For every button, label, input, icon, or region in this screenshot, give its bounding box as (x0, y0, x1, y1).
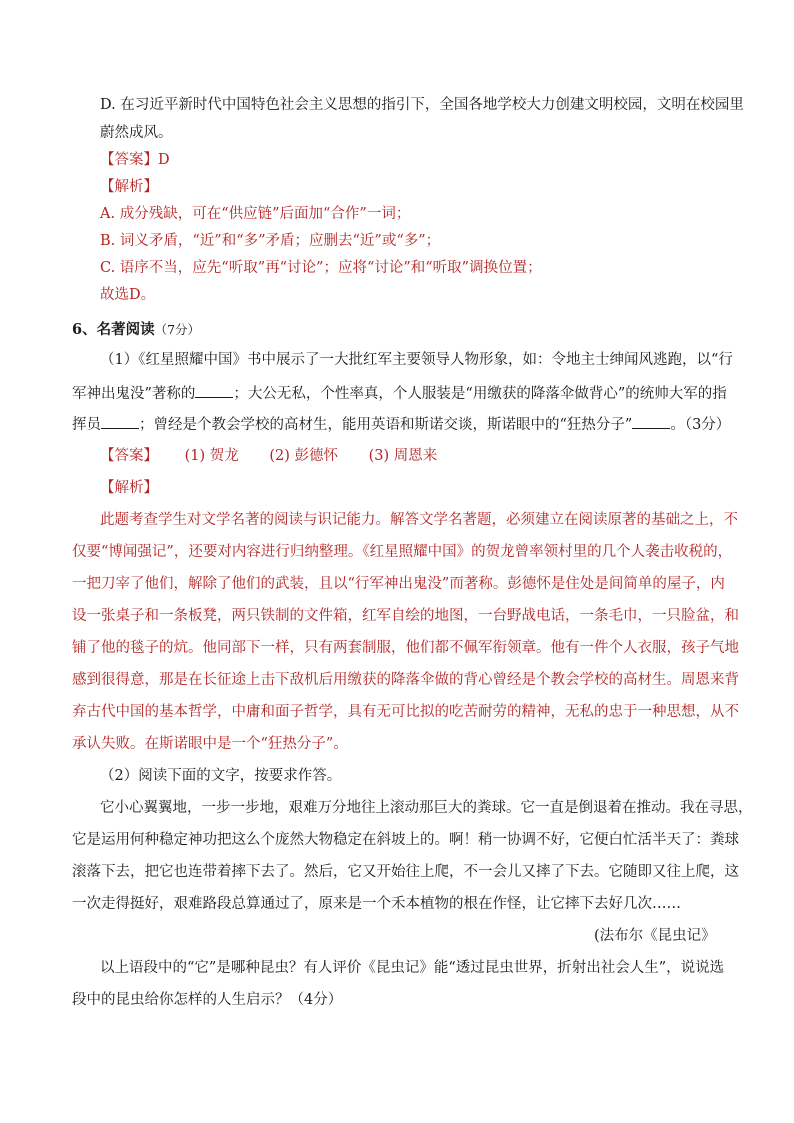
answer-blank-3[interactable] (632, 413, 670, 429)
answer-item-3: (3) 周恩来 (368, 448, 438, 464)
q6-p1-line3-text-a: 挥员 (72, 417, 101, 433)
q6-analysis-line-4: 设一张桌子和一条板凳，两只铁制的文件箱，红军自绘的地图，一台野战电话，一条毛巾，一只脸盆，和 (72, 608, 739, 624)
answer-blank-1[interactable] (195, 382, 233, 398)
q6-answer (100, 446, 437, 466)
q6-p1-line3-text-c: 。（3分） (670, 417, 731, 433)
q6-heading-points: （7分） (154, 322, 201, 337)
q5-answer (100, 150, 170, 170)
passage-source: (法布尔《昆虫记》 (594, 928, 716, 944)
q6-heading (72, 320, 200, 340)
q6-question-line-1: 以上语段中的“它”是哪种昆虫？有人评价《昆虫记》能“透过昆虫世界，折射出社会人生”，说说选 (100, 960, 725, 976)
passage-line-2: 它是运用何种稳定神功把这么个庞然大物稳定在斜坡上的。啊！稍一协调不好，它便白忙活半天了：粪球 (72, 832, 739, 848)
q6-analysis-line-2: 仅要“博闻强记”，还要对内容进行归纳整理。《红星照耀中国》的贺龙曾率领村里的几个人袭击收税的， (72, 544, 733, 560)
q5-analysis-c: C. 语序不当，应先“听取”再“讨论”；应将“讨论”和“听取”调换位置； (100, 260, 542, 276)
q6-analysis-line-7: 弃古代中国的基本哲学，中庸和面子哲学，具有无可比拟的吃苦耐劳的精神，无私的忠于一种思想，从不 (72, 704, 739, 720)
q6-analysis-line-5: 铺了他的毯子的炕。他同部下一样，只有两套制服，他们都不佩军衔领章。他有一件个人衣服，孩子气地 (72, 640, 739, 656)
answer-item-2: (2) 彭德怀 (269, 448, 339, 464)
q6-p1-line2 (72, 382, 727, 404)
q6-analysis-line-8: 承认失败。在斯诺眼中是一个“狂热分子”。 (72, 736, 348, 752)
answer-value: D (158, 152, 170, 168)
q5-analysis-label: 【解析】 (100, 179, 158, 195)
answer-label: 【答案】 (100, 152, 158, 168)
passage-line-1: 它小心翼翼地，一步一步地，艰难万分地往上滚动那巨大的粪球。它一直是倒退着在推动。我在寻思， (100, 800, 753, 816)
q6-analysis-label: 【解析】 (100, 480, 158, 496)
q6-p1-line1: （1）《红星照耀中国》书中展示了一大批红军主要领导人物形象，如：令地主士绅闻风逃跑，以“行 (100, 352, 733, 368)
q5-option-d-line2: 蔚然成风。 (100, 125, 173, 141)
answer-item-1: (1) 贺龙 (184, 448, 239, 464)
q5-option-d-line1: D. 在习近平新时代中国特色社会主义思想的指引下，全国各地学校大力创建文明校园，文明在校园里 (100, 97, 744, 113)
answer-blank-2[interactable] (101, 413, 139, 429)
q6-p2-intro: （2）阅读下面的文字，按要求作答。 (100, 768, 342, 784)
q6-p1-line3 (72, 413, 730, 435)
q6-analysis-line-3: 一把刀宰了他们，解除了他们的武装，且以“行军神出鬼没”而著称。彭德怀是住处是间简单的屋子，内 (72, 576, 725, 592)
answer-label: 【答案】 (100, 448, 158, 464)
q6-analysis-line-6: 感到很得意，那是在长征途上击下敌机后用缴获的降落伞做的背心曾经是个教会学校的高材生。周恩来背 (72, 672, 739, 688)
q6-p1-line2-text-b: ；大公无私，个性率真，个人服装是“用缴获的降落伞做背心”的统帅大军的指 (233, 386, 727, 402)
q6-analysis-line-1: 此题考查学生对文学名著的阅读与识记能力。解答文学名著题，必须建立在阅读原著的基础之上，不 (100, 512, 738, 528)
q6-question-line-2: 段中的昆虫给你怎样的人生启示？（4分） (72, 992, 343, 1008)
q5-analysis-a: A. 成分残缺，可在“供应链”后面加“合作”一词； (100, 206, 411, 222)
q6-p1-line2-text-a: 军神出鬼没”著称的 (72, 386, 196, 402)
q6-p1-line3-text-b: ；曾经是个教会学校的高材生，能用英语和斯诺交谈，斯诺眼中的“狂热分子” (139, 417, 633, 433)
q5-analysis-b: B. 词义矛盾，“近”和“多”矛盾；应删去“近”或“多”； (100, 233, 441, 249)
passage-line-4: 一次走得挺好，艰难路段总算通过了，原来是一个禾本植物的根在作怪，让它摔下去好几次…… (72, 896, 681, 912)
q5-conclusion: 故选D。 (100, 287, 156, 303)
passage-line-3: 滚落下去，把它也连带着摔下去了。然后，它又开始往上爬，不一会儿又摔了下去。它随即又往上爬，这 (72, 864, 739, 880)
q6-heading-text: 6、名著阅读 (72, 321, 155, 338)
